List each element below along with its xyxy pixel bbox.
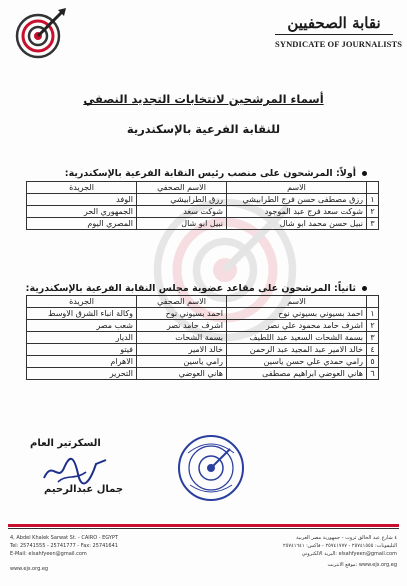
- candidate-name: رامي حمدي علي حسن ياسين: [227, 356, 367, 368]
- row-number: ٤: [367, 344, 379, 356]
- candidate-name: هاني العوضي ابراهيم مصطفى: [227, 368, 367, 380]
- footer-contact-ar: [283, 534, 397, 558]
- table-header-row: [27, 182, 379, 194]
- row-number: ١: [367, 308, 379, 320]
- candidate-press-name: خالد الامير: [137, 344, 227, 356]
- candidate-press-name: نبيل ابو شال: [137, 218, 227, 230]
- signatory-title: السكرتير العام: [30, 438, 101, 449]
- candidate-newspaper: فيتو: [27, 344, 137, 356]
- section-council-heading-text: ثانياً: المرشحون على مقاعد عضوية مجلس النقابة الفرعية بالإسكندرية:: [25, 283, 356, 294]
- row-number: ٥: [367, 356, 379, 368]
- row-number: ٣: [367, 332, 379, 344]
- candidate-newspaper: المصري اليوم: [27, 218, 137, 230]
- council-candidates-table: [26, 295, 379, 380]
- candidate-name: بسمة الشحات السعيد عبد اللطيف: [227, 332, 367, 344]
- col-alias-header: الاسم الصحفي: [137, 182, 227, 194]
- footer-address-ar: ٤ شارع عبد الخالق ثروت - جمهورية مصر العربية: [296, 535, 397, 541]
- footer-website-en[interactable]: www.ejs.org.eg: [10, 566, 49, 572]
- footer-website-ar[interactable]: www.ejs.org.eg :موقع الانترنت: [327, 562, 397, 568]
- col-paper-header: الجريدة: [27, 296, 137, 308]
- brand-divider: [275, 34, 393, 35]
- candidate-press-name: بسمة الشحات: [137, 332, 227, 344]
- col-paper-header: الجريدة: [27, 182, 137, 194]
- document-subtitle: للنقابة الفرعية بالإسكندرية: [126, 122, 281, 136]
- brand-name-en: SYNDICATE OF JOURNALISTS: [275, 39, 403, 49]
- candidate-name: احمد بسيوني بسيوني نوح: [227, 308, 367, 320]
- section-president-heading-text: أولاً: المرشحون على منصب رئيس النقابة الفرعية بالإسكندرية:: [64, 168, 356, 179]
- candidate-press-name: هاني العوضي: [137, 368, 227, 380]
- candidate-name: شوكت سعد فرج عبد الموجود: [227, 206, 367, 218]
- candidate-newspaper: شعب مصر: [27, 320, 137, 332]
- syndicate-target-logo: [12, 6, 68, 62]
- candidate-press-name: احمد بسيوني نوح: [137, 308, 227, 320]
- brand-name-ar: نقابة الصحفيين: [287, 14, 381, 32]
- footer-phone-en: Tel: 25741555 - 25741777 - Fax: 25741641: [10, 543, 118, 549]
- candidate-press-name: اشرف حامد نصر: [137, 320, 227, 332]
- candidate-newspaper: الديار: [27, 332, 137, 344]
- section-president-heading: [65, 168, 367, 179]
- table-row: [27, 320, 379, 332]
- footer-phone-ar: التليفونات: ٢٥٧٤١٥٥٥ - ٢٥٧٤١٧٧٧ - فاكس: ٢٥٧٤١٦٤١: [283, 543, 397, 549]
- candidate-newspaper: الوفد: [27, 194, 137, 206]
- table-row: [27, 356, 379, 368]
- table-row: [27, 206, 379, 218]
- col-name-header: الاسم: [227, 182, 367, 194]
- bullet-icon: [362, 286, 367, 291]
- footer-accent-rule: [8, 524, 399, 527]
- candidate-press-name: رامي ياسين: [137, 356, 227, 368]
- table-row: [27, 218, 379, 230]
- candidate-newspaper: التحرير: [27, 368, 137, 380]
- row-number: ٣: [367, 218, 379, 230]
- table-row: [27, 368, 379, 380]
- candidate-name: نبيل حسن محمد ابو شال: [227, 218, 367, 230]
- document-title: أسماء المرشحين لانتخابات التجديد النصفي: [83, 92, 324, 106]
- candidate-newspaper: وكالة انباء الشرق الاوسط: [27, 308, 137, 320]
- candidate-name: اشرف حامد محمود علي نصر: [227, 320, 367, 332]
- footer-email-en: E-Mail: elsahfyeen@gmail.com: [10, 551, 87, 557]
- candidate-press-name: رزق الطرابيشي: [137, 194, 227, 206]
- candidate-name: رزق مصطفى حسن فرج الطرابيشي: [227, 194, 367, 206]
- table-header-row: [27, 296, 379, 308]
- table-row: [27, 344, 379, 356]
- col-alias-header: الاسم الصحفي: [137, 296, 227, 308]
- candidate-newspaper: الاهرام: [27, 356, 137, 368]
- row-number: ٢: [367, 320, 379, 332]
- candidate-press-name: شوكت سعد: [137, 206, 227, 218]
- footer-email-ar: elsahfyeen@gmail.com :البريد الالكتروني: [301, 551, 397, 557]
- table-row: [27, 194, 379, 206]
- col-name-header: الاسم: [227, 296, 367, 308]
- row-number: ٦: [367, 368, 379, 380]
- syndicate-brand: [275, 14, 403, 49]
- candidate-name: خالد الامير عبد المجيد عبد الرحمن: [227, 344, 367, 356]
- table-row: [27, 332, 379, 344]
- col-num-header: [367, 296, 379, 308]
- footer-divider: [8, 528, 399, 529]
- syndicate-seal-stamp: [176, 433, 246, 503]
- candidate-newspaper: الجمهوري الحر: [27, 206, 137, 218]
- signatory-name: جمال عبدالرحيم: [44, 484, 124, 495]
- row-number: ٢: [367, 206, 379, 218]
- president-candidates-table: [26, 181, 379, 230]
- footer-contact-en: [10, 534, 118, 558]
- section-council-heading: [26, 283, 367, 294]
- footer-address-en: 4, Abdel Khalek Sarwat St. - CAIRO - EGYPT: [10, 535, 119, 541]
- table-row: [27, 308, 379, 320]
- bullet-icon: [362, 171, 367, 176]
- col-num-header: [367, 182, 379, 194]
- row-number: ١: [367, 194, 379, 206]
